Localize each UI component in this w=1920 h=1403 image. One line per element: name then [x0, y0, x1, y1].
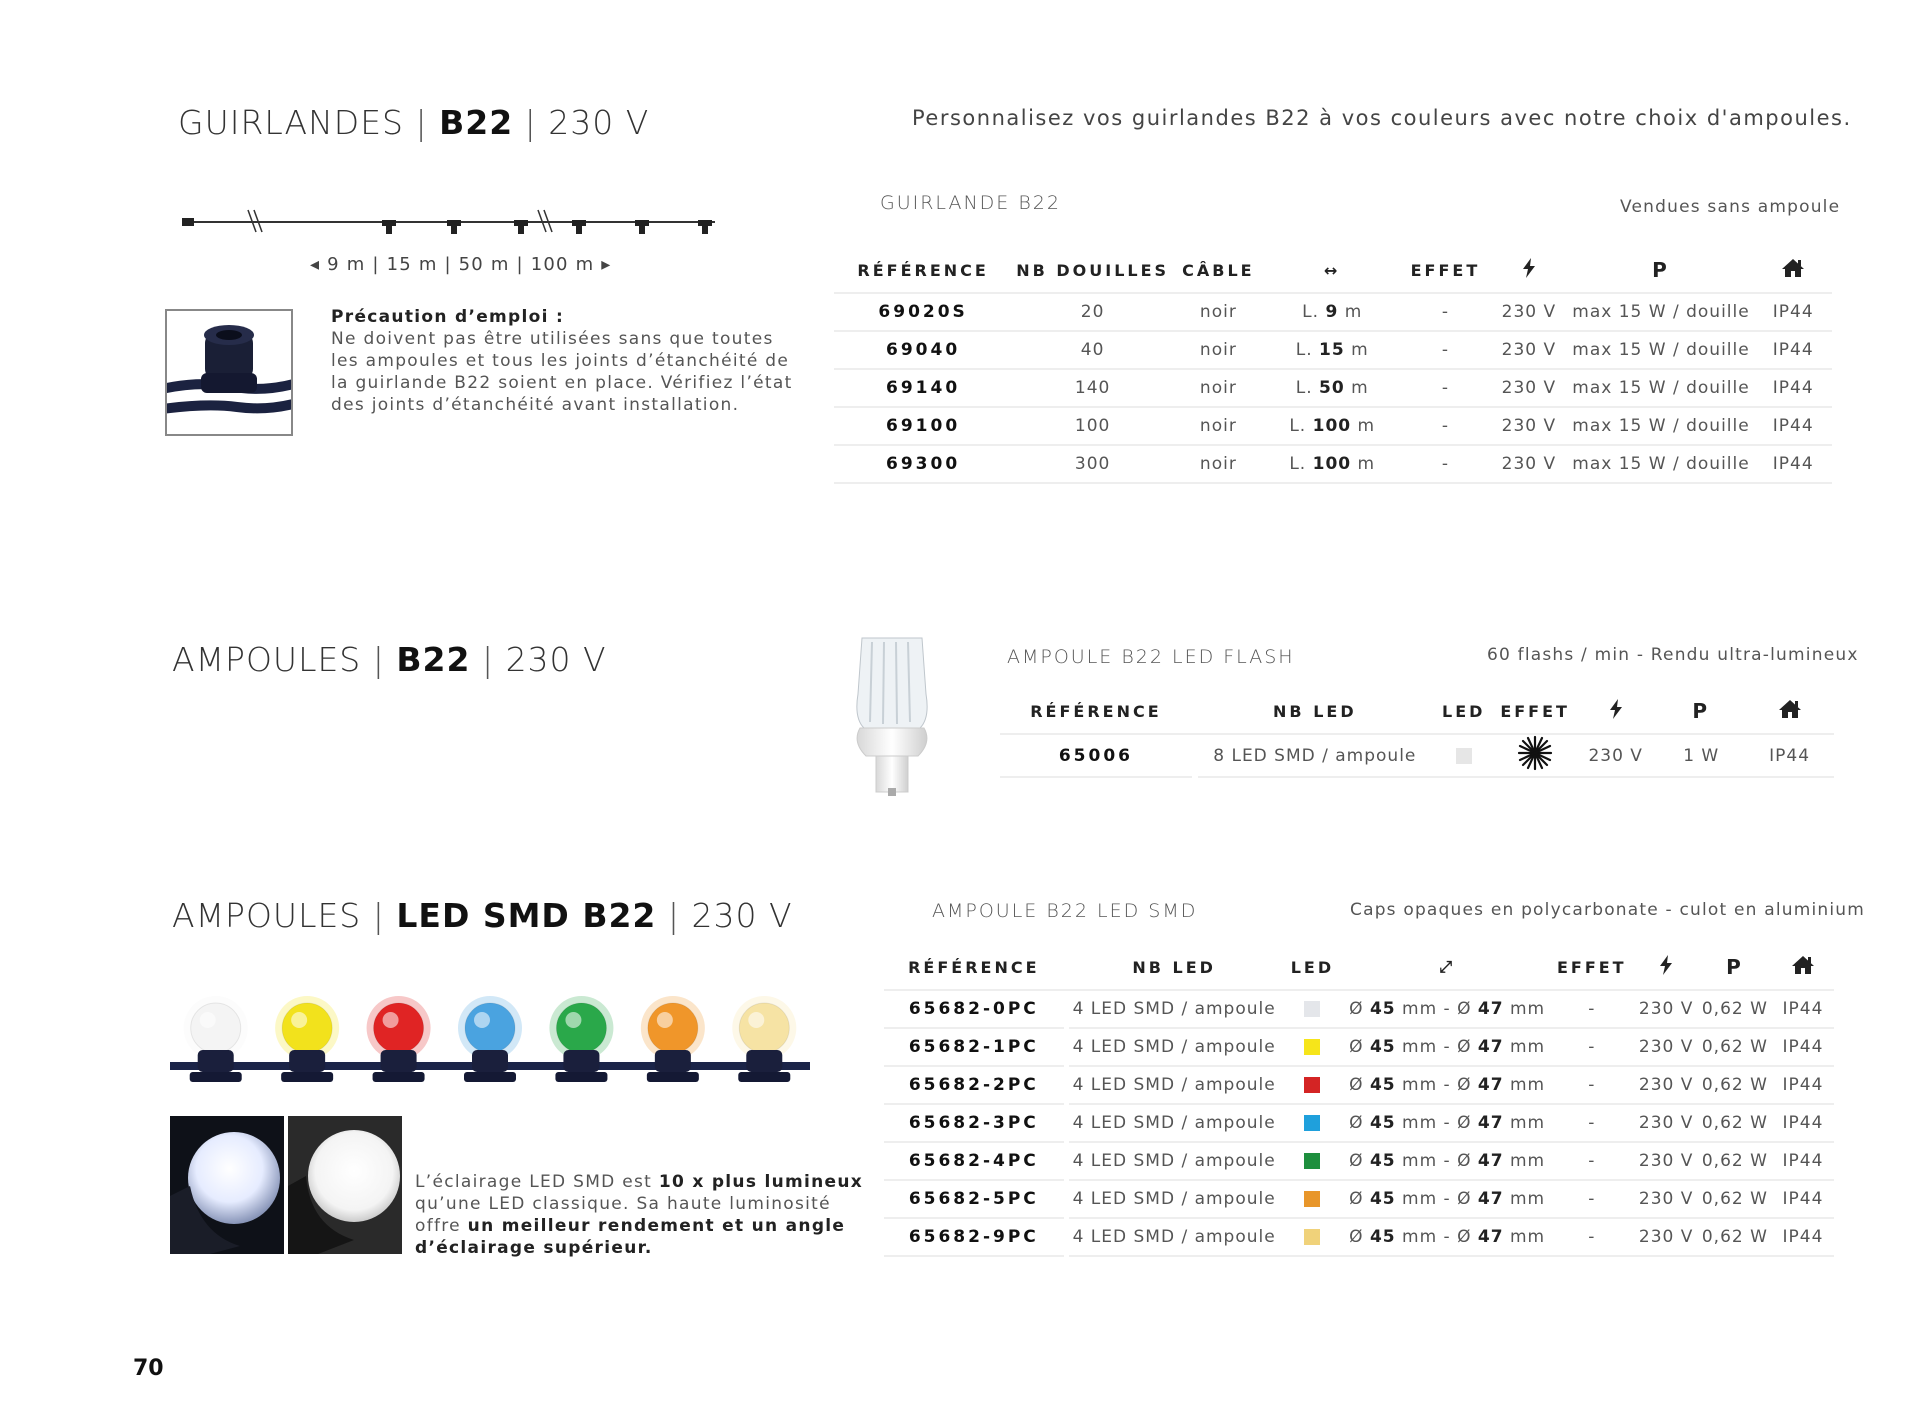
house-icon — [1791, 955, 1815, 975]
table-row: 65682-4PC 4 LED SMD / ampoule Ø 45 mm - Ø 47 mm - 230 V 0,62 W IP44 — [884, 1142, 1834, 1180]
smd-bulbs-strip — [170, 988, 810, 1100]
col-power: P — [1657, 689, 1745, 734]
col-power: P — [1568, 248, 1755, 293]
lightning-icon — [1659, 955, 1673, 975]
lit-bulb-photo-2 — [288, 1116, 402, 1254]
socket-icon — [167, 311, 291, 434]
bulb-socket — [472, 1050, 508, 1072]
house-icon — [1781, 258, 1805, 278]
precaution-title: Précaution d’emploi : — [331, 307, 565, 327]
smd-subhead: AMPOULE B22 LED SMD — [932, 900, 1198, 922]
lit-bulb-icon — [288, 1116, 402, 1254]
guirlande-subhead: GUIRLANDE B22 — [880, 192, 1061, 214]
table-row: 65682-9PC 4 LED SMD / ampoule Ø 45 mm - Ø 47 mm - 230 V 0,62 W IP44 — [884, 1218, 1834, 1256]
col-nb-led: NB LED — [1069, 945, 1280, 990]
lit-bulb-photo-1 — [170, 1116, 284, 1254]
col-ip — [1754, 248, 1832, 293]
led-color-swatch — [1304, 1001, 1320, 1017]
bulb-highlight — [565, 1012, 581, 1028]
bulb-socket — [563, 1050, 599, 1072]
flash-table — [1000, 689, 1834, 778]
bulb-foot — [647, 1072, 699, 1082]
guirlande-note: Vendues sans ampoule — [1620, 197, 1841, 217]
flash-star-icon — [1517, 735, 1553, 771]
bulb-globe — [374, 1003, 424, 1053]
smd-table — [884, 945, 1834, 1257]
precaution-note — [331, 306, 793, 416]
bulb-socket — [381, 1050, 417, 1072]
precaution-line: les ampoules et tous les joints d’étanchéité de — [331, 351, 790, 371]
table-row: 65682-2PC 4 LED SMD / ampoule Ø 45 mm - Ø 47 mm - 230 V 0,62 W IP44 — [884, 1066, 1834, 1104]
lightning-icon — [1609, 699, 1623, 719]
page-number: 70 — [133, 1356, 164, 1381]
precaution-line: Ne doivent pas être utilisées sans que toutes — [331, 329, 774, 349]
bulb-highlight — [657, 1012, 673, 1028]
length-arrow-icon: ↔ — [1324, 260, 1341, 280]
bulb-highlight — [748, 1012, 764, 1028]
bulb-foot — [373, 1072, 425, 1082]
table-header-row — [1000, 689, 1834, 734]
col-power: P — [1698, 945, 1772, 990]
col-nb-led: NB LED — [1198, 689, 1431, 734]
col-effet: EFFET — [1401, 248, 1491, 293]
lightning-icon — [1522, 258, 1536, 278]
guirlande-table — [834, 248, 1832, 484]
col-ip — [1772, 945, 1834, 990]
bulb-highlight — [291, 1012, 307, 1028]
table-row: 69140 140 noir L. 50 m - 230 V max 15 W / douille IP44 — [834, 369, 1832, 407]
table-header-row — [834, 248, 1832, 293]
lit-bulb-icon — [170, 1116, 284, 1254]
col-voltage — [1490, 248, 1567, 293]
bulb-highlight — [200, 1012, 216, 1028]
bulb-foot — [738, 1072, 790, 1082]
bulb-globe — [739, 1003, 789, 1053]
smd-description: L’éclairage LED SMD est 10 x plus lumineux qu’une LED classique. Sa haute luminosité offre un meilleur rendement et un angle d’éclairage supérieur. — [415, 1172, 864, 1258]
bulb-foot — [555, 1072, 607, 1082]
bulb-globe — [282, 1003, 332, 1053]
table-row: 65682-1PC 4 LED SMD / ampoule Ø 45 mm - Ø 47 mm - 230 V 0,62 W IP44 — [884, 1028, 1834, 1066]
col-led: LED — [1280, 945, 1345, 990]
colored-bulbs-icon — [170, 988, 810, 1100]
bulb-highlight — [383, 1012, 399, 1028]
col-reference: RÉFÉRENCE — [884, 945, 1064, 990]
table-row: 69300 300 noir L. 100 m - 230 V max 15 W / douille IP44 — [834, 445, 1832, 483]
smd-title: AMPOULES | LED SMD B22 | 230 V — [172, 896, 793, 935]
col-ip — [1745, 689, 1834, 734]
col-voltage — [1634, 945, 1697, 990]
flash-subhead: AMPOULE B22 LED FLASH — [1007, 646, 1295, 668]
table-row: 65682-3PC 4 LED SMD / ampoule Ø 45 mm - Ø 47 mm - 230 V 0,62 W IP44 — [884, 1104, 1834, 1142]
col-length — [1264, 248, 1401, 293]
bulb-foot — [464, 1072, 516, 1082]
led-color-swatch — [1304, 1153, 1320, 1169]
bulb-socket — [746, 1050, 782, 1072]
led-color-swatch — [1456, 748, 1472, 764]
led-color-swatch — [1304, 1115, 1320, 1131]
col-voltage — [1574, 689, 1657, 734]
bulb-foot — [281, 1072, 333, 1082]
table-row: 65682-0PC 4 LED SMD / ampoule Ø 45 mm - Ø 47 mm - 230 V 0,62 W IP44 — [884, 990, 1834, 1028]
arrow-left-icon: ◂ — [310, 254, 321, 275]
guirlandes-title: GUIRLANDES | B22 | 230 V — [178, 103, 650, 142]
smd-note: Caps opaques en polycarbonate - culot en aluminium — [1350, 900, 1866, 920]
bulb-highlight — [474, 1012, 490, 1028]
col-led: LED — [1431, 689, 1496, 734]
col-reference: RÉFÉRENCE — [834, 248, 1012, 293]
led-color-swatch — [1304, 1039, 1320, 1055]
col-diameter — [1345, 945, 1549, 990]
table-row: 69040 40 noir L. 15 m - 230 V max 15 W / douille IP44 — [834, 331, 1832, 369]
led-color-swatch — [1304, 1077, 1320, 1093]
flash-bulb-photo — [840, 632, 944, 798]
guirlandes-tagline: Personnalisez vos guirlandes B22 à vos couleurs avec notre choix d'ampoules. — [912, 106, 1852, 130]
ampoules-title: AMPOULES | B22 | 230 V — [172, 640, 607, 679]
arrow-right-icon: ▸ — [601, 254, 612, 275]
table-row: 69020S 20 noir L. 9 m - 230 V max 15 W / douille IP44 — [834, 293, 1832, 331]
socket-photo — [165, 309, 293, 436]
garland-cable-illustration — [180, 206, 720, 242]
bulb-foot — [190, 1072, 242, 1082]
bulb-globe — [556, 1003, 606, 1053]
house-icon — [1778, 699, 1802, 719]
precaution-line: la guirlande B22 soient en place. Vérifiez l’état — [331, 373, 793, 393]
led-color-swatch — [1304, 1191, 1320, 1207]
led-color-swatch — [1304, 1229, 1320, 1245]
bulb-socket — [655, 1050, 691, 1072]
col-nb-douilles: NB DOUILLES — [1012, 248, 1173, 293]
table-header-row — [884, 945, 1834, 990]
bulb-globe — [465, 1003, 515, 1053]
col-cable: CÂBLE — [1173, 248, 1264, 293]
col-reference: RÉFÉRENCE — [1000, 689, 1192, 734]
garland-lengths: ◂ 9 m | 15 m | 50 m | 100 m ▸ — [310, 254, 612, 275]
table-row: 65006 8 LED SMD / ampoule 230 V 1 W IP44 — [1000, 734, 1834, 777]
diagonal-arrow-icon: ⤢ — [1439, 957, 1456, 976]
precaution-line: des joints d’étanchéité avant installation. — [331, 395, 740, 415]
bulb-globe — [648, 1003, 698, 1053]
bulb-socket — [198, 1050, 234, 1072]
table-row: 69100 100 noir L. 100 m - 230 V max 15 W / douille IP44 — [834, 407, 1832, 445]
col-effet: EFFET — [1549, 945, 1634, 990]
col-effet: EFFET — [1496, 689, 1574, 734]
bulb-globe — [191, 1003, 241, 1053]
flash-note: 60 flashs / min - Rendu ultra-lumineux — [1487, 645, 1859, 665]
table-row: 65682-5PC 4 LED SMD / ampoule Ø 45 mm - Ø 47 mm - 230 V 0,62 W IP44 — [884, 1180, 1834, 1218]
bulb-socket — [289, 1050, 325, 1072]
